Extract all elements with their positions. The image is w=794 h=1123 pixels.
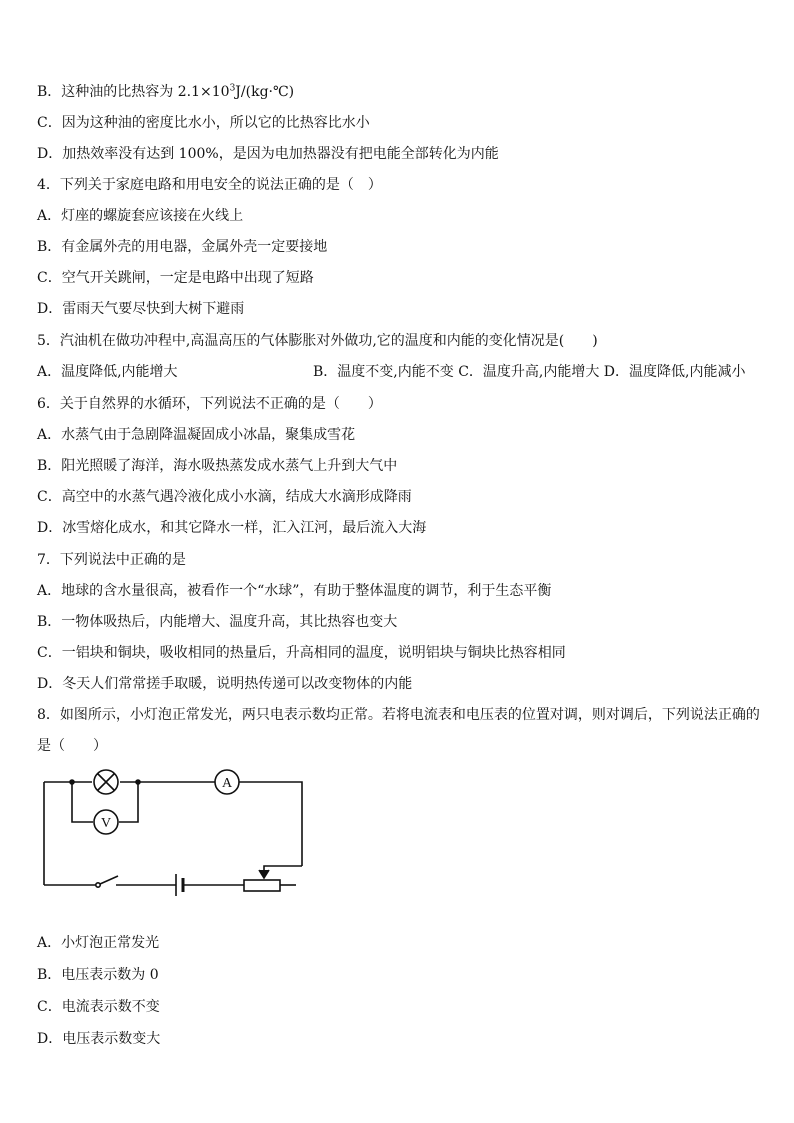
junction-left [69,779,75,785]
q5-stem: 5．汽油机在做功冲程中,高温高压的气体膨胀对外做功,它的温度和内能的变化情况是( ) [37,333,598,349]
q7-option-c: C．一铝块和铜块，吸收相同的热量后，升高相同的温度，说明铝块与铜块比热容相同 [37,645,566,661]
slider-arrowhead [259,870,269,878]
q6-option-a: A．水蒸气由于急剧降温凝固成小冰晶，聚集成雪花 [37,427,356,443]
q7-option-b: B．一物体吸热后，内能增大、温度升高，其比热容也变大 [37,614,398,630]
battery-icon [176,874,183,896]
voltmeter-icon [94,810,118,834]
q4-option-d: D．雷雨天气要尽快到大树下避雨 [37,301,245,317]
q6-option-d: D．冰雪熔化成水，和其它降水一样，汇入江河，最后流入大海 [37,520,427,536]
q4-option-c: C．空气开关跳闸，一定是电路中出现了短路 [37,270,314,286]
q8-option-d: D．电压表示数变大 [37,1031,161,1047]
q4-option-a: A．灯座的螺旋套应该接在火线上 [37,208,244,224]
lamp-icon [94,770,118,794]
ammeter-label: A [221,776,233,791]
q7-stem: 7．下列说法中正确的是 [37,552,186,568]
q3-option-b-post: J/(kg·℃) [235,84,295,100]
q6-option-b: B．阳光照暖了海洋，海水吸热蒸发成水蒸气上升到大气中 [37,458,398,474]
q8-option-b: B．电压表示数为 0 [37,967,159,983]
q8-option-a: A．小灯泡正常发光 [37,935,160,951]
ammeter-icon [215,770,239,794]
q7-option-a: A．地球的含水量很高，被看作一个“水球”，有助于整体温度的调节，利于生态平衡 [37,583,552,599]
q4-option-b: B．有金属外壳的用电器，金属外壳一定要接地 [37,239,328,255]
q3-option-b-pre: B．这种油的比热容为 2.1×10 [37,84,230,100]
circuit-diagram [38,768,308,898]
wire-top-right [238,782,302,866]
q3-option-d: D．加热效率没有达到 100%，是因为电加热器没有把电能全部转化为内能 [37,146,499,162]
q3-option-b [37,83,764,101]
q6-stem: 6．关于自然界的水循环，下列说法不正确的是（ ） [37,396,382,412]
slider-arrow [264,866,302,878]
q6-option-c: C．高空中的水蒸气遇冷液化成小水滴，结成大水滴形成降雨 [37,489,412,505]
q3-option-b-exponent: 3 [229,83,236,94]
rheostat-icon [244,880,280,891]
q3-option-c: C．因为这种油的密度比水小，所以它的比热容比水小 [37,115,370,131]
wire-bottom-left [44,782,96,885]
voltmeter-label: V [100,816,112,831]
q8-stem-line2: 是（ ） [37,738,107,754]
switch-icon [96,876,118,887]
q5-options [37,363,764,381]
q5-option-a: A．温度降低,内能增大 [37,364,178,380]
q5-options-bcd: B．温度不变,内能不变 C．温度升高,内能增大 D．温度降低,内能减小 [313,364,746,380]
q7-option-d: D．冬天人们常常搓手取暖，说明热传递可以改变物体的内能 [37,676,413,692]
q8-stem-line1: 8．如图所示，小灯泡正常发光，两只电表示数均正常。若将电流表和电压表的位置对调，则对调后，下列说法正确的 [37,707,760,723]
junction-right [135,779,141,785]
q8-option-c: C．电流表示数不变 [37,999,160,1015]
q4-stem: 4．下列关于家庭电路和用电安全的说法正确的是（ ） [37,177,382,193]
